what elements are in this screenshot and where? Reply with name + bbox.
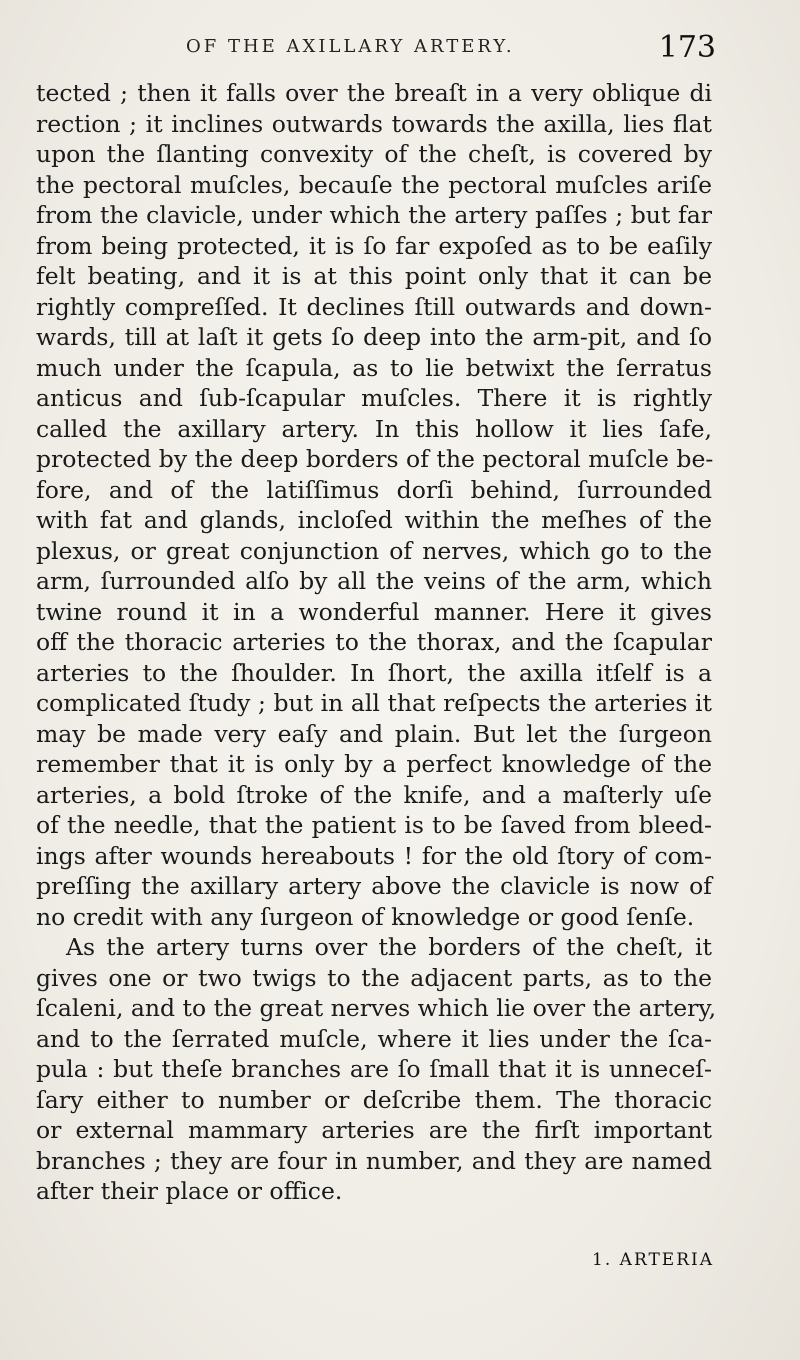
text-line: much under the ſcapula, as to lie betwixt the ſerratus [36, 353, 712, 382]
text-line: upon the ſlanting convexity of the cheſt, is covered by [36, 140, 712, 168]
text-line: gives one or two twigs to the adjacent parts, as to the [36, 963, 712, 992]
text-line: tected ; then it falls over the breaſt in a very oblique di [36, 79, 712, 107]
text-line: preſſing the axillary artery above the clavicle is now of [36, 872, 712, 900]
page-number: 173 [658, 30, 716, 65]
text-line: felt beating, and it is at this point only that it can be [36, 262, 712, 290]
text-line: arteries, a bold ſtroke of the knife, and a maſterly uſe [36, 780, 712, 809]
text-line: protected by the deep borders of the pectoral muſcle be- [36, 445, 714, 473]
text-line: ſary either to number or deſcribe them. The thoracic [36, 1085, 712, 1114]
text-line: branches ; they are four in number, and they are named [36, 1146, 712, 1175]
text-line: may be made very eaſy and plain. But let the ſurgeon [36, 719, 712, 748]
text-line: no credit with any ſurgeon of knowledge or good ſenſe. [36, 902, 695, 931]
text-line: after their place or office. [36, 1177, 343, 1205]
text-line: rightly compreſſed. It declines ſtill outwards and down- [36, 292, 712, 321]
page-header [36, 30, 716, 70]
body-text [36, 78, 717, 1207]
paragraph-start-line: As the artery turns over the borders of the cheſt, it [66, 933, 712, 961]
text-line: ings after wounds hereabouts ! for the old ſtory of com- [36, 841, 712, 870]
running-head: OF THE AXILLARY ARTERY. [186, 36, 515, 57]
catchword: 1. ARTERIA [592, 1250, 714, 1270]
text-line: from the clavicle, under which the artery paſſes ; but far [36, 201, 712, 229]
text-line: the pectoral muſcles, becauſe the pectoral muſcles ariſe [36, 170, 712, 199]
text-line: arm, ſurrounded alſo by all the veins of the arm, which [36, 567, 712, 595]
text-line: ſcaleni, and to the great nerves which lie over the artery, [36, 994, 717, 1022]
text-line: and to the ſerrated muſcle, where it lies under the ſca- [36, 1024, 712, 1053]
text-line: of the needle, that the patient is to be ſaved from bleed- [36, 811, 712, 839]
text-line: remember that it is only by a perfect knowledge of the [36, 750, 712, 778]
text-line: with fat and glands, incloſed within the meſhes of the [36, 506, 712, 534]
text-line: arteries to the ſhoulder. In ſhort, the axilla itſelf is a [36, 658, 712, 687]
text-line: from being protected, it is ſo far expoſed as to be eaſily [36, 231, 712, 260]
text-line: twine round it in a wonderful manner. Here it gives [36, 597, 712, 626]
text-line: rection ; it inclines outwards towards the axilla, lies flat [36, 109, 712, 138]
text-line: pula : but theſe branches are ſo ſmall that it is unneceſ- [36, 1055, 712, 1083]
text-line: plexus, or great conjunction of nerves, which go to the [36, 536, 712, 565]
text-line: or external mammary arteries are the firſt important [36, 1116, 712, 1144]
text-line: off the thoracic arteries to the thorax, and the ſcapular [36, 628, 712, 656]
text-line: called the axillary artery. In this hollow it lies ſafe, [36, 414, 712, 443]
text-line: anticus and ſub-ſcapular muſcles. There it is rightly [36, 384, 712, 412]
text-line: fore, and of the latiſſimus dorſi behind, ſurrounded [36, 475, 712, 504]
text-line: wards, till at laſt it gets ſo deep into the arm-pit, and ſo [36, 323, 712, 351]
text-line: complicated ſtudy ; but in all that reſpects the arteries it [36, 689, 712, 717]
